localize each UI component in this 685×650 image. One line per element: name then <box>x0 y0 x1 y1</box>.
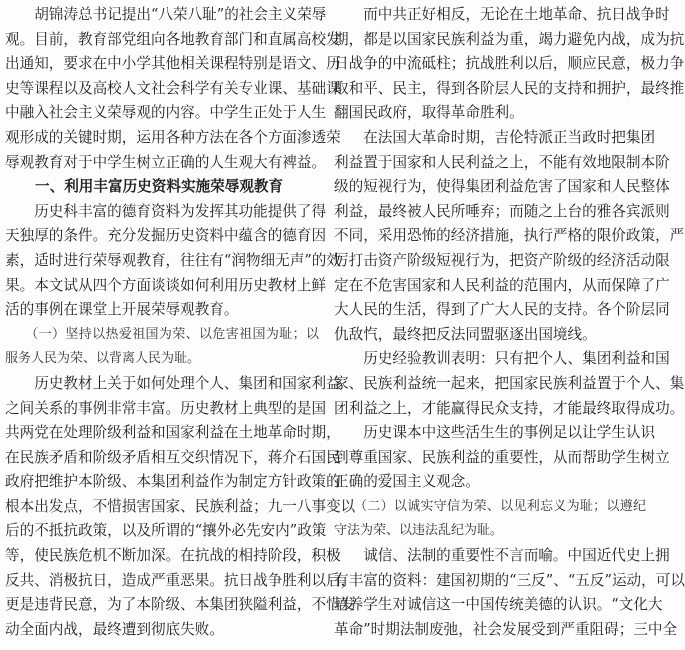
text-line: 不同，采用恐怖的经济措施，执行严格的限价政策，严 <box>334 227 685 245</box>
text-line: 后的不抵抗政策，以及所谓的“攘外必先安内”政策 <box>5 522 327 540</box>
text-line: 胡锦涛总书记提出“八荣八耻”的社会主义荣辱 <box>5 6 327 23</box>
text-line: 团利益之上，才能赢得民众支持，才能最终取得成功。 <box>334 399 685 417</box>
text-line: 家、民族利益统一起来，把国家民族利益置于个人、集 <box>334 374 685 392</box>
text-line: 之间关系的事例非常丰富。历史教材上典型的是国 <box>5 399 327 417</box>
text-line: 有丰富的资料：建国初期的“三反”、“五反”运动，可以 <box>334 571 685 589</box>
text-line: 服务人民为荣、以背离人民为耻。 <box>5 351 201 367</box>
subsection-heading <box>5 323 319 372</box>
paragraph <box>334 3 685 126</box>
text-line: 共两党在处理阶级利益和国家利益在土地革命时期， <box>5 424 341 442</box>
text-line: 级的短视行为，使得集团利益危害了国家和人民整体 <box>334 178 670 196</box>
text-line: 历史科丰富的德育资料为发挥其功能提供了得 <box>5 202 327 220</box>
text-line: 历史教材上关于如何处理个人、集团和国家利益 <box>5 374 341 392</box>
text-line: 在法国大革命时期，吉伦特派正当政时把集团 <box>334 128 656 146</box>
text-line: 果。本文试从四个方面谈谈如何利用历史教材上鲜 <box>5 276 327 294</box>
text-line: 期，都是以国家民族利益为重，竭力避免内战，成为抗 <box>334 30 685 48</box>
paragraph <box>334 544 685 642</box>
paragraph <box>334 347 685 421</box>
text-line: 到尊重国家、民族利益的重要性，从而帮助学生树立 <box>334 448 670 466</box>
text-line: 一、利用丰富历史资料实施荣辱观教育 <box>35 178 284 196</box>
text-line: 取和平、民主，得到各阶层人民的支持和拥护，最终推 <box>334 79 685 97</box>
text-line: 史等课程以及高校人文社会科学有关专业课、基础课 <box>5 79 341 97</box>
text-line: 利益置于国家和人民利益之上，不能有效地限制本阶 <box>334 153 670 171</box>
paragraph <box>5 200 341 323</box>
text-line: 观。目前，教育部党组向各地教育部门和直属高校发 <box>5 30 341 48</box>
left-column <box>5 3 356 642</box>
subsection-heading <box>334 495 646 544</box>
paragraph <box>334 421 670 495</box>
text-line: 出通知，要求在中小学其他相关课程特别是语文、历 <box>5 55 341 73</box>
text-line: 观形成的关键时期，运用各种方法在各个方面渗透荣 <box>5 128 341 146</box>
text-line: 厉打击资产阶级短视行为，把资产阶级的经济活动限 <box>334 251 670 269</box>
text-line: 培养学生对诚信这一中国传统美德的认识。“文化大 <box>334 596 663 614</box>
text-line: 根本出发点，不惜损害国家、民族利益；九一八事变以 <box>5 497 356 515</box>
paragraph <box>5 372 356 643</box>
text-line: 日战争的中流砥柱；抗战胜利以后，顺应民意，极力争 <box>334 55 685 73</box>
text-line: 政府把维护本阶级、本集团利益作为制定方针政策的 <box>5 473 341 491</box>
text-line: 正确的爱国主义观念。 <box>334 473 480 491</box>
text-line: 更是违背民意，为了本阶级、本集团狭隘利益，不惜发 <box>5 596 356 614</box>
text-line: 素，适时进行荣辱观教育，往往有“润物细无声”的效 <box>5 251 341 269</box>
text-line: 而中共正好相反，无论在土地革命、抗日战争时 <box>334 6 670 23</box>
text-line: 等，使民族危机不断加深。在抗战的相持阶段，积极 <box>5 547 341 565</box>
text-line: （二）以诚实守信为荣、以见利忘义为耻；以遵纪 <box>334 498 646 514</box>
section-heading <box>5 175 319 200</box>
text-line: 诚信、法制的重要性不言而喻。中国近代史上拥 <box>334 547 670 565</box>
text-line: 历史课本中这些活生生的事例足以让学生认识 <box>334 424 656 442</box>
text-line: 翻国民政府，取得革命胜利。 <box>334 104 524 122</box>
paragraph <box>5 3 341 175</box>
text-line: 革命”时期法制废弛，社会发展受到严重阻碍；三中全 <box>334 620 678 638</box>
text-line: 仇敌忾，最终把反法同盟驱逐出国境线。 <box>334 325 597 343</box>
text-line: 活的事例在课堂上开展荣辱观教育。 <box>5 301 239 319</box>
text-line: 历史经验教训表明：只有把个人、集团利益和国 <box>334 350 670 368</box>
text-line: 利益，最终被人民所唾弃；而随之上台的雅各宾派则 <box>334 202 670 220</box>
text-line: 天独厚的条件。充分发掘历史资料中蕴含的德育因 <box>5 227 327 245</box>
text-line: 反共、消极抗日，造成严重恶果。抗日战争胜利以后， <box>5 571 356 589</box>
text-line: （一）坚持以热爱祖国为荣、以危害祖国为耻；以 <box>5 326 319 342</box>
text-line: 大人民的生活，得到了广大人民的支持。各个阶层同 <box>334 301 670 319</box>
paragraph <box>334 126 685 347</box>
text-line: 定在不危害国家和人民利益的范围内，从而保障了广 <box>334 276 670 294</box>
right-column <box>334 3 685 642</box>
text-line: 辱观教育对于中学生树立正确的人生观大有裨益。 <box>5 153 327 171</box>
text-line: 守法为荣、以违法乱纪为耻。 <box>334 523 504 539</box>
text-line: 在民族矛盾和阶级矛盾相互交织情况下，蒋介石国民 <box>5 448 341 466</box>
text-line: 中融入社会主义荣辱观的内容。中学生正处于人生 <box>5 104 327 122</box>
text-line: 动全面内战，最终遭到彻底失败。 <box>5 620 224 638</box>
